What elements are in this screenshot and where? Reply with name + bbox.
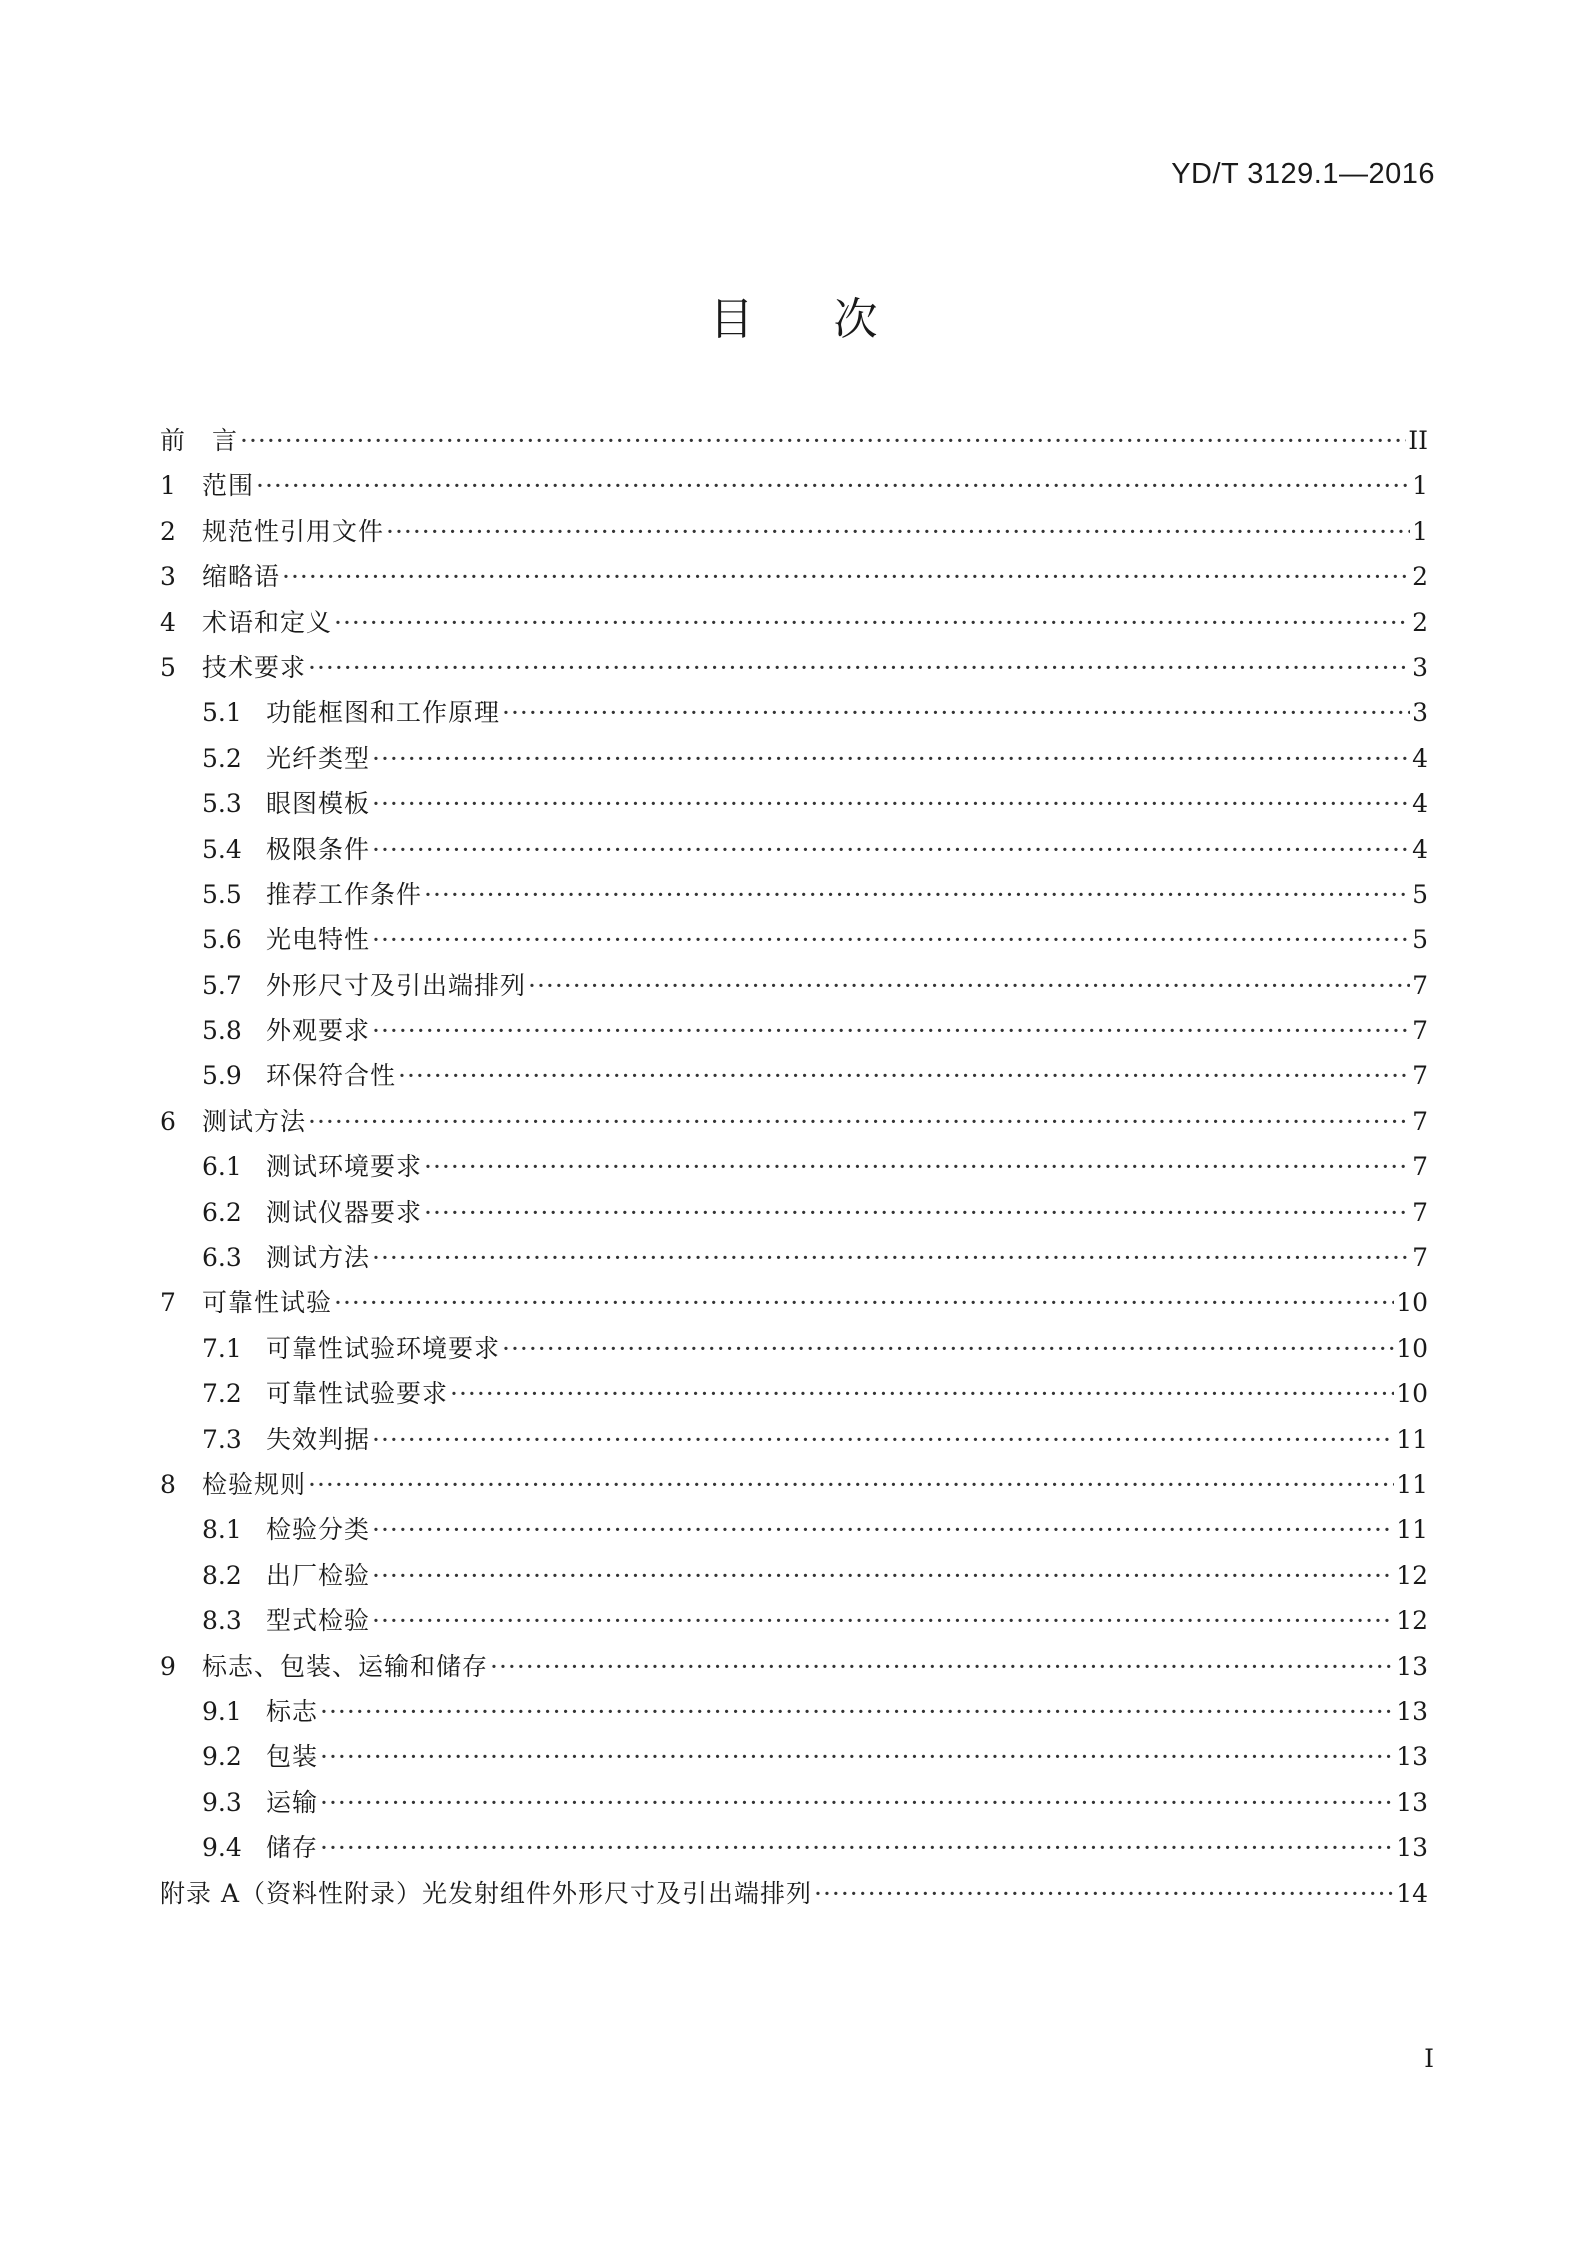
toc-dot-leader — [256, 463, 1410, 508]
toc-dot-leader — [334, 1280, 1394, 1325]
page-title-part2: 次 — [833, 294, 878, 345]
toc-entry-page: 7 — [1412, 1152, 1428, 1182]
toc-entry-page: 3 — [1412, 652, 1428, 682]
toc-entry-title: 光电特性 — [266, 925, 371, 955]
toc-entry[interactable] — [160, 872, 1428, 917]
toc-entry[interactable] — [160, 690, 1428, 735]
toc-entry-number: 4 — [160, 607, 176, 637]
toc-entry-page: 7 — [1412, 1061, 1428, 1091]
toc-entry-number: 5.5 — [202, 879, 242, 909]
toc-entry[interactable] — [160, 827, 1428, 872]
toc-entry-number: 6.2 — [202, 1197, 242, 1227]
toc-entry-page: 10 — [1396, 1379, 1428, 1409]
toc-entry-page: II — [1408, 426, 1428, 455]
toc-entry-page: 11 — [1396, 1424, 1428, 1454]
toc-dot-leader — [320, 1780, 1394, 1825]
toc-dot-leader — [334, 600, 1410, 645]
toc-entry-title: 技术要求 — [202, 652, 307, 682]
toc-entry[interactable] — [160, 1871, 1428, 1916]
toc-dot-leader — [320, 1734, 1394, 1779]
toc-entry-number: 2 — [160, 516, 176, 546]
table-of-contents — [160, 418, 1428, 1916]
toc-entry-number: 5.4 — [202, 834, 242, 864]
toc-entry[interactable] — [160, 1326, 1428, 1371]
toc-entry[interactable] — [160, 1099, 1428, 1144]
toc-entry[interactable] — [160, 1825, 1428, 1870]
toc-entry-title: 环保符合性 — [266, 1061, 397, 1091]
toc-entry-title: 光纤类型 — [266, 743, 371, 773]
toc-entry-page: 5 — [1412, 925, 1428, 955]
toc-entry[interactable] — [160, 1598, 1428, 1643]
toc-dot-leader — [372, 781, 1410, 826]
toc-entry[interactable] — [160, 917, 1428, 962]
toc-entry-page: 10 — [1396, 1333, 1428, 1363]
toc-entry-title: 推荐工作条件 — [266, 879, 423, 909]
toc-entry-number: 6.1 — [202, 1152, 242, 1182]
page-title — [0, 283, 1587, 347]
toc-entry-page: 1 — [1412, 471, 1428, 501]
toc-entry-page: 4 — [1412, 743, 1428, 773]
toc-entry-title: 缩略语 — [202, 562, 281, 592]
toc-dot-leader — [282, 554, 1410, 599]
toc-entry-title: 术语和定义 — [202, 607, 333, 637]
toc-entry-title: 范围 — [202, 471, 255, 501]
toc-entry[interactable] — [160, 509, 1428, 554]
toc-dot-leader — [372, 1417, 1394, 1462]
toc-entry-page: 12 — [1396, 1606, 1428, 1636]
toc-entry-number: 6 — [160, 1106, 176, 1136]
toc-entry-page: 11 — [1396, 1515, 1428, 1545]
toc-dot-leader — [502, 1326, 1394, 1371]
toc-dot-leader — [372, 1598, 1394, 1643]
toc-entry-number: 5.2 — [202, 743, 242, 773]
toc-entry[interactable] — [160, 1462, 1428, 1507]
toc-entry-title: 标志、包装、运输和储存 — [202, 1651, 489, 1681]
toc-entry[interactable] — [160, 1371, 1428, 1416]
toc-entry[interactable] — [160, 1280, 1428, 1325]
toc-entry-title: 标志 — [266, 1696, 319, 1726]
toc-dot-leader — [372, 1553, 1394, 1598]
toc-entry-page: 13 — [1396, 1787, 1428, 1817]
toc-entry-page: 4 — [1412, 834, 1428, 864]
toc-dot-leader — [814, 1871, 1394, 1916]
toc-entry-number: 8 — [160, 1469, 176, 1499]
toc-entry[interactable] — [160, 1689, 1428, 1734]
toc-entry-title: 测试仪器要求 — [266, 1197, 423, 1227]
toc-entry-title: 出厂检验 — [266, 1560, 371, 1590]
toc-entry-number: 8.3 — [202, 1606, 242, 1636]
page-number: I — [1424, 2044, 1434, 2073]
toc-entry-number: 7 — [160, 1288, 176, 1318]
toc-entry[interactable] — [160, 1053, 1428, 1098]
toc-dot-leader — [372, 736, 1410, 781]
toc-entry[interactable] — [160, 1417, 1428, 1462]
toc-entry-page: 4 — [1412, 789, 1428, 819]
toc-dot-leader — [424, 1144, 1410, 1189]
toc-dot-leader — [490, 1644, 1394, 1689]
toc-entry[interactable] — [160, 463, 1428, 508]
toc-entry-title: 附录 A（资料性附录）光发射组件外形尺寸及引出端排列 — [160, 1878, 813, 1908]
toc-entry-title: 测试环境要求 — [266, 1152, 423, 1182]
standard-code: YD/T 3129.1—2016 — [1171, 158, 1435, 190]
toc-entry-page: 5 — [1412, 879, 1428, 909]
toc-entry[interactable] — [160, 645, 1428, 690]
toc-entry[interactable] — [160, 1780, 1428, 1825]
toc-entry-title: 检验规则 — [202, 1469, 307, 1499]
toc-entry-page: 2 — [1412, 562, 1428, 592]
toc-entry-title: 可靠性试验环境要求 — [266, 1333, 501, 1363]
toc-entry-page: 13 — [1396, 1651, 1428, 1681]
toc-dot-leader — [398, 1053, 1410, 1098]
toc-entry-number: 5.7 — [202, 970, 242, 1000]
toc-entry-page: 2 — [1412, 607, 1428, 637]
toc-entry-number: 8.2 — [202, 1560, 242, 1590]
toc-entry-page: 13 — [1396, 1696, 1428, 1726]
toc-entry-title: 包装 — [266, 1742, 319, 1772]
toc-entry-page: 7 — [1412, 1197, 1428, 1227]
toc-dot-leader — [320, 1689, 1394, 1734]
toc-entry[interactable] — [160, 1734, 1428, 1779]
toc-entry-title: 外观要求 — [266, 1016, 371, 1046]
toc-entry-number: 3 — [160, 562, 176, 592]
toc-entry[interactable] — [160, 1190, 1428, 1235]
toc-entry-title: 规范性引用文件 — [202, 516, 385, 546]
toc-entry-title: 储存 — [266, 1833, 319, 1863]
toc-dot-leader — [386, 509, 1410, 554]
toc-entry-page: 10 — [1396, 1288, 1428, 1318]
toc-entry-page: 12 — [1396, 1560, 1428, 1590]
toc-entry-page: 1 — [1412, 516, 1428, 546]
toc-entry[interactable] — [160, 1507, 1428, 1552]
toc-entry-title: 前 言 — [160, 426, 239, 455]
toc-entry[interactable] — [160, 554, 1428, 599]
toc-entry-title: 型式检验 — [266, 1606, 371, 1636]
toc-entry-page: 7 — [1412, 970, 1428, 1000]
toc-entry-page: 7 — [1412, 1106, 1428, 1136]
toc-dot-leader — [528, 963, 1410, 1008]
page-title-part1: 目 — [709, 294, 754, 345]
toc-entry-page: 13 — [1396, 1833, 1428, 1863]
toc-entry[interactable] — [160, 1553, 1428, 1598]
toc-dot-leader — [372, 917, 1410, 962]
toc-dot-leader — [320, 1825, 1394, 1870]
toc-entry-number: 5.6 — [202, 925, 242, 955]
toc-dot-leader — [308, 1099, 1410, 1144]
toc-entry-page: 3 — [1412, 698, 1428, 728]
toc-dot-leader — [424, 872, 1410, 917]
toc-dot-leader — [424, 1190, 1410, 1235]
toc-entry-title: 运输 — [266, 1787, 319, 1817]
toc-entry[interactable] — [160, 418, 1428, 463]
toc-dot-leader — [240, 418, 1406, 463]
toc-entry-number: 6.3 — [202, 1243, 242, 1273]
toc-entry-title: 外形尺寸及引出端排列 — [266, 970, 527, 1000]
toc-entry-number: 9.2 — [202, 1742, 242, 1772]
toc-dot-leader — [308, 645, 1410, 690]
toc-entry-title: 眼图模板 — [266, 789, 371, 819]
toc-dot-leader — [372, 1507, 1394, 1552]
toc-entry-number: 5.1 — [202, 698, 242, 728]
toc-entry-title: 检验分类 — [266, 1515, 371, 1545]
toc-entry-number: 5.3 — [202, 789, 242, 819]
toc-entry-number: 9.3 — [202, 1787, 242, 1817]
toc-entry-page: 14 — [1396, 1878, 1428, 1908]
toc-entry-number: 7.1 — [202, 1333, 242, 1363]
toc-entry-number: 5.9 — [202, 1061, 242, 1091]
toc-entry[interactable] — [160, 1144, 1428, 1189]
toc-entry[interactable] — [160, 1008, 1428, 1053]
toc-entry[interactable] — [160, 1235, 1428, 1280]
toc-entry-page: 7 — [1412, 1243, 1428, 1273]
toc-entry-title: 功能框图和工作原理 — [266, 698, 501, 728]
toc-entry-number: 9.4 — [202, 1833, 242, 1863]
toc-entry[interactable] — [160, 1644, 1428, 1689]
toc-dot-leader — [372, 1235, 1410, 1280]
toc-entry-page: 11 — [1396, 1469, 1428, 1499]
toc-entry-title: 极限条件 — [266, 834, 371, 864]
toc-entry[interactable] — [160, 781, 1428, 826]
toc-dot-leader — [372, 827, 1410, 872]
toc-dot-leader — [308, 1462, 1394, 1507]
toc-entry-number: 8.1 — [202, 1515, 242, 1545]
toc-entry[interactable] — [160, 600, 1428, 645]
toc-entry-number: 5.8 — [202, 1016, 242, 1046]
toc-entry-number: 7.2 — [202, 1379, 242, 1409]
toc-entry-title: 可靠性试验 — [202, 1288, 333, 1318]
toc-entry-number: 9.1 — [202, 1696, 242, 1726]
toc-entry-title: 失效判据 — [266, 1424, 371, 1454]
toc-entry[interactable] — [160, 736, 1428, 781]
toc-dot-leader — [372, 1008, 1410, 1053]
toc-entry-number: 5 — [160, 652, 176, 682]
toc-entry-title: 可靠性试验要求 — [266, 1379, 449, 1409]
toc-dot-leader — [450, 1371, 1394, 1416]
toc-entry-page: 7 — [1412, 1016, 1428, 1046]
toc-entry-title: 测试方法 — [202, 1106, 307, 1136]
toc-dot-leader — [502, 690, 1410, 735]
toc-entry[interactable] — [160, 963, 1428, 1008]
toc-entry-page: 13 — [1396, 1742, 1428, 1772]
toc-entry-number: 9 — [160, 1651, 176, 1681]
toc-entry-number: 1 — [160, 471, 176, 501]
toc-entry-number: 7.3 — [202, 1424, 242, 1454]
toc-entry-title: 测试方法 — [266, 1243, 371, 1273]
